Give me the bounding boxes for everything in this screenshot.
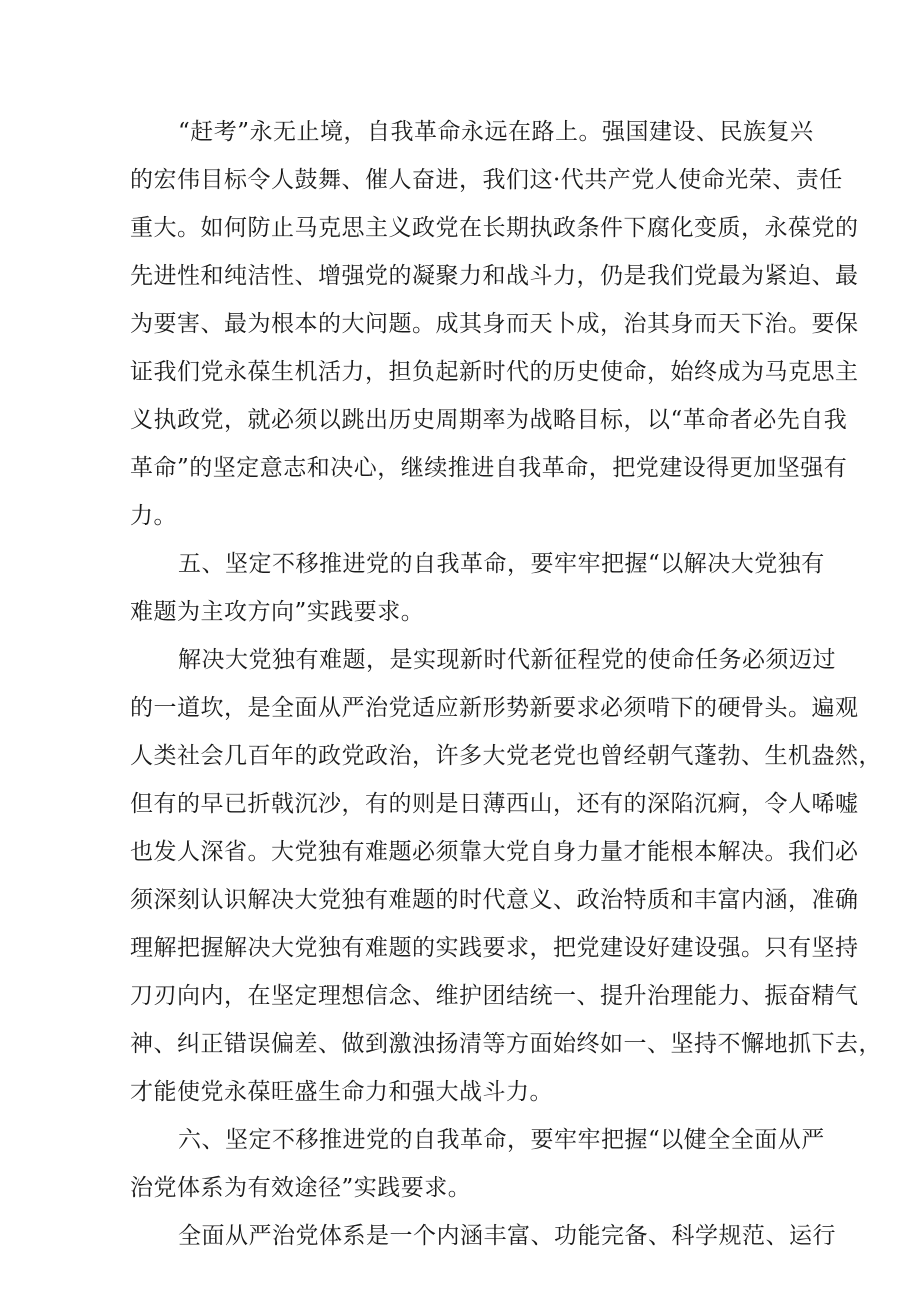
paragraph-3-line-2: 的一道坎，是全面从严治党适应新形势新要求必须啃下的硬骨头。遍观 [130, 695, 859, 721]
paragraph-1-line-9: 力。 [130, 503, 177, 529]
paragraph-1-line-1: “赶考”永无止境，自我革命永远在路上。强国建设、民族复兴 [178, 119, 814, 145]
paragraph-3-line-6: 须深刻认识解决大党独有难题的时代意义、政治特质和丰富内涵，准确 [130, 887, 859, 913]
paragraph-1-line-4: 先进性和纯洁性、增强党的凝聚力和战斗力，仍是我们党最为紧迫、最 [130, 263, 859, 289]
paragraph-1-line-8: 革命”的坚定意志和决心，继续推进自我革命，把党建设得更加坚强有 [130, 455, 848, 481]
section-6-heading-line-1: 六、坚定不移推进党的自我革命，要牢牢把握“以健全全面从严 [178, 1127, 825, 1153]
paragraph-1-line-6: 证我们党永葆生机活力，担负起新时代的历史使命，始终成为马克思主 [130, 359, 859, 385]
paragraph-3-line-10: 才能使党永葆旺盛生命力和强大战斗力。 [130, 1079, 553, 1105]
paragraph-3-line-5: 也发人深省。大党独有难题必须靠大党自身力量才能根本解决。我们必 [130, 839, 859, 865]
section-5-heading-line-2: 难题为主攻方向”实践要求。 [130, 599, 425, 625]
paragraph-3-line-1: 解决大党独有难题，是实现新时代新征程党的使命任务必须迈过 [178, 647, 836, 673]
paragraph-3-line-3: 人类社会几百年的政党政治，许多大党老党也曾经朝气蓬勃、生机盎然， [130, 743, 882, 769]
section-6-heading-line-2: 治党体系为有效途径”实践要求。 [130, 1175, 472, 1201]
paragraph-1-line-2: 的宏伟目标令人鼓舞、催人奋进，我们这·代共产党人使命光荣、责任 [130, 167, 843, 193]
paragraph-3-line-4: 但有的早已折戟沉沙，有的则是日薄西山，还有的深陷沉痾，令人唏嘘 [130, 791, 859, 817]
paragraph-1-line-3: 重大。如何防止马克思主义政党在长期执政条件下腐化变质，永葆党的 [130, 215, 859, 241]
paragraph-1-line-7: 义执政党，就必须以跳出历史周期率为战略目标，以“革命者必先自我 [130, 407, 848, 433]
paragraph-5-line-1: 全面从严治党体系是一个内涵丰富、功能完备、科学规范、运行 [178, 1223, 836, 1249]
paragraph-3-line-8: 刀刃向内，在坚定理想信念、维护团结统一、提升治理能力、振奋精气 [130, 983, 859, 1009]
section-5-heading-line-1: 五、坚定不移推进党的自我革命，要牢牢把握“以解决大党独有 [178, 551, 825, 577]
paragraph-3-line-9: 神、纠正错误偏差、做到激浊扬清等方面始终如一、坚持不懈地抓下去， [130, 1031, 882, 1057]
paragraph-1-line-5: 为要害、最为根本的大问题。成其身而天卜成，治其身而天下治。要保 [130, 311, 859, 337]
paragraph-3-line-7: 理解把握解决大党独有难题的实践要求，把党建设好建设强。只有坚持 [130, 935, 859, 961]
